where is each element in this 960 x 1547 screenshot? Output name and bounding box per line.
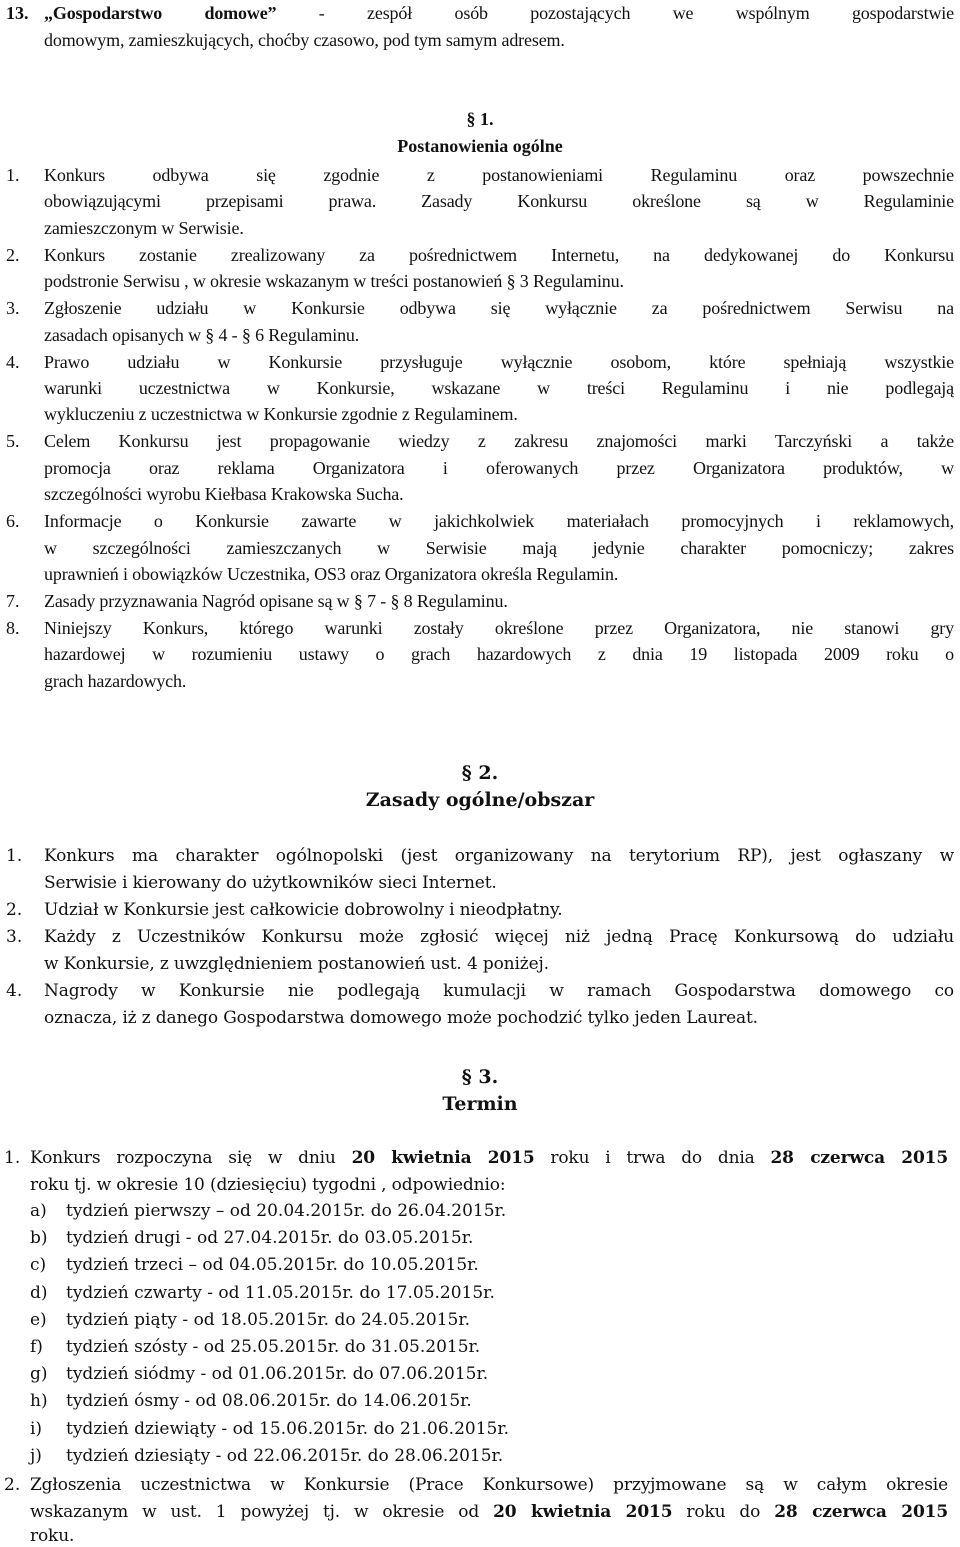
section-3-item-2-line: [0, 1499, 960, 1525]
item-number: 1.: [6, 165, 20, 185]
section-1-item-1: [0, 162, 960, 188]
item-text: grach hazardowych.: [44, 670, 187, 691]
item-text: Zasady przyznawania Nagród opisane są w § 7 - § 8 Regulaminu.: [44, 591, 508, 611]
item-text: Nagrody w Konkursie nie podlegają kumulacji w ramach Gospodarstwa domowego co: [44, 981, 954, 1002]
week-text: tydzień siódmy - od 01.06.2015r. do 07.06.2015r.: [66, 1364, 489, 1385]
section-1-item-5: [0, 428, 960, 454]
week-label: b): [30, 1228, 48, 1249]
definition-item-13: [0, 0, 960, 26]
week-item: [0, 1334, 960, 1360]
item-text: Niniejszy Konkurs, którego warunki zostały określone przez Organizatora, nie stanowi gry: [44, 618, 954, 638]
defined-term: „Gospodarstwo domowe”: [44, 3, 277, 23]
week-item: [0, 1388, 960, 1414]
week-text: tydzień trzeci – od 04.05.2015r. do 10.05.2015r.: [66, 1255, 479, 1276]
section-2-title: Zasady ogólne/obszar: [365, 789, 595, 811]
section-1-item-4: [0, 349, 960, 375]
item-text: hazardowej w rozumieniu ustawy o grach hazardowych z dnia 19 listopada 2009 roku o: [44, 644, 954, 665]
section-1-item-4-line: [0, 401, 960, 427]
section-3-item-2: [0, 1472, 960, 1498]
section-1-item-8-line: [0, 641, 960, 667]
item-text: w Konkursie, z uwzględnieniem postanowień ust. 4 poniżej.: [44, 954, 549, 974]
section-3-item-1: [0, 1145, 960, 1171]
item-text: wykluczeniu z uczestnictwa w Konkursie zgodnie z Regulaminem.: [44, 404, 518, 425]
end-date: 28 czerwca 2015: [774, 1502, 948, 1522]
section-1-item-1-line: [0, 188, 960, 214]
section-2-item-4: [0, 978, 960, 1004]
section-3-number: § 3.: [461, 1066, 499, 1088]
week-label: c): [30, 1255, 47, 1276]
item-text: roku tj. w okresie 10 (dziesięciu) tygodni , odpowiednio:: [30, 1175, 506, 1195]
section-3-item-1-line: [0, 1172, 960, 1198]
week-label: d): [30, 1282, 48, 1303]
section-1-item-1-line: [0, 215, 960, 241]
item-text: zamieszczonym w Serwisie.: [44, 217, 244, 238]
item-text: obowiązującymi przepisami prawa. Zasady Konkursu określone są w Regulaminie: [44, 191, 954, 212]
item-text: Celem Konkursu jest propagowanie wiedzy z zakresu znajomości marki Tarczyński a także: [44, 431, 954, 452]
week-text: tydzień piąty - od 18.05.2015r. do 24.05.2015r.: [66, 1309, 471, 1330]
section-1-item-3: [0, 295, 960, 321]
week-item: [0, 1416, 960, 1442]
item-text: oznacza, iż z danego Gospodarstwa domowego może pochodzić tylko jeden Laureat.: [44, 1008, 758, 1028]
week-text: tydzień pierwszy – od 20.04.2015r. do 26.04.2015r.: [66, 1201, 507, 1221]
section-1-number: § 1.: [466, 109, 494, 129]
item-text: zasadach opisanych w § 4 - § 6 Regulaminu.: [44, 324, 360, 345]
week-text: tydzień czwarty - od 11.05.2015r. do 17.05.2015r.: [66, 1282, 495, 1303]
item-number: 4.: [6, 351, 20, 372]
week-label: a): [30, 1201, 47, 1221]
item-text: Zgłoszenia uczestnictwa w Konkursie (Prace Konkursowe) przyjmowane są w całym okresie: [30, 1475, 948, 1495]
start-date: 20 kwietnia 2015: [351, 1148, 535, 1168]
item-number: 13.: [6, 3, 29, 23]
section-1-item-8-line: [0, 668, 960, 694]
item-number: 7.: [6, 591, 20, 611]
item-text: „Gospodarstwo domowe” - zespół osób pozostających we wspólnym gospodarstwie: [44, 3, 954, 23]
item-text: Konkurs rozpoczyna się w dniu 20 kwietnia 2015 roku i trwa do dnia 28 czerwca 2015: [30, 1148, 948, 1168]
start-date: 20 kwietnia 2015: [493, 1502, 673, 1522]
week-item: [0, 1280, 960, 1306]
week-item: [0, 1198, 960, 1224]
section-2-item-1-line: [0, 870, 960, 896]
item-number: 8.: [6, 618, 20, 638]
section-3-item-2-line: [0, 1526, 960, 1547]
week-label: e): [30, 1309, 47, 1330]
week-text: tydzień drugi - od 27.04.2015r. do 03.05.2015r.: [66, 1228, 474, 1249]
week-label: h): [30, 1391, 48, 1412]
item-text: Konkurs zostanie zrealizowany za pośrednictwem Internetu, na dedykowanej do Konkursu: [44, 244, 954, 265]
week-label: f): [30, 1337, 43, 1357]
item-text: Udział w Konkursie jest całkowicie dobrowolny i nieodpłatny.: [44, 900, 563, 920]
item-text: promocja oraz reklama Organizatora i oferowanych przez Organizatora produktów, w: [44, 457, 954, 478]
item-text: warunki uczestnictwa w Konkursie, wskazane w treści Regulaminu i nie podlegają: [44, 378, 954, 398]
item-text: Konkurs odbywa się zgodnie z postanowieniami Regulaminu oraz powszechnie: [44, 165, 954, 185]
section-2-item-1: [0, 843, 960, 869]
definition-item-13-line: [0, 27, 960, 53]
week-label: j): [30, 1445, 42, 1466]
section-2-item-4-line: [0, 1005, 960, 1031]
section-1-item-2-line: [0, 268, 960, 294]
week-item: [0, 1443, 960, 1469]
section-2-number: § 2.: [461, 762, 499, 784]
week-text: tydzień ósmy - od 08.06.2015r. do 14.06.2015r.: [66, 1391, 472, 1412]
section-1-item-6: [0, 508, 960, 534]
item-text: Prawo udziału w Konkursie przysługuje wyłącznie osobom, które spełniają wszystkie: [44, 351, 954, 372]
item-text: Serwisie i kierowany do użytkowników sieci Internet.: [44, 872, 497, 893]
item-text: domowym, zamieszkujących, choćby czasowo, pod tym samym adresem.: [44, 30, 565, 50]
section-1-item-5-line: [0, 455, 960, 481]
section-1-item-7: [0, 588, 960, 614]
week-text: tydzień dziesiąty - od 22.06.2015r. do 28.06.2015r.: [66, 1445, 504, 1466]
item-text: szczególności wyrobu Kiełbasa Krakowska Sucha.: [44, 484, 404, 505]
section-1-item-3-line: [0, 322, 960, 348]
item-text: w szczególności zamieszczanych w Serwisie mają jedynie charakter pomocniczy; zakres: [44, 537, 954, 558]
section-1-item-5-line: [0, 481, 960, 507]
item-number: 1.: [6, 846, 23, 866]
section-2-item-3: [0, 924, 960, 950]
week-item: [0, 1225, 960, 1251]
section-1-item-6-line: [0, 561, 960, 587]
week-text: tydzień dziewiąty - od 15.06.2015r. do 21.06.2015r.: [66, 1418, 510, 1439]
item-text: podstronie Serwisu , w okresie wskazanym w treści postanowień § 3 Regulaminu.: [44, 271, 624, 292]
item-number: 2.: [6, 244, 20, 265]
section-1-item-4-line: [0, 375, 960, 401]
item-number: 4.: [6, 981, 23, 1002]
item-text: Zgłoszenie udziału w Konkursie odbywa się wyłącznie za pośrednictwem Serwisu na: [44, 298, 954, 319]
section-3-title: Termin: [442, 1093, 518, 1115]
item-text: wskazanym w ust. 1 powyżej tj. w okresie od 20 kwietnia 2015 roku do 28 czerwca 2015: [30, 1502, 948, 1522]
item-number: 5.: [6, 431, 20, 452]
section-2-item-2: [0, 897, 960, 923]
section-1-item-8: [0, 615, 960, 641]
item-number: 2.: [6, 900, 23, 920]
section-1-item-2: [0, 242, 960, 268]
section-1-title: Postanowienia ogólne: [397, 136, 563, 156]
week-label: g): [30, 1364, 48, 1385]
section-2-item-3-line: [0, 951, 960, 977]
week-item: [0, 1307, 960, 1333]
item-text: roku.: [30, 1526, 75, 1546]
week-item: [0, 1252, 960, 1278]
end-date: 28 czerwca 2015: [770, 1148, 948, 1168]
item-number: 6.: [6, 511, 20, 532]
item-text: Informacje o Konkursie zawarte w jakichkolwiek materiałach promocyjnych i reklamowych,: [44, 511, 954, 532]
week-item: [0, 1361, 960, 1387]
item-number: 1.: [4, 1148, 21, 1168]
week-label: i): [30, 1418, 43, 1439]
item-text: Konkurs ma charakter ogólnopolski (jest organizowany na terytorium RP), jest ogłaszany w: [44, 846, 954, 866]
week-text: tydzień szósty - od 25.05.2015r. do 31.05.2015r.: [66, 1337, 481, 1357]
section-1-item-6-line: [0, 535, 960, 561]
item-number: 2.: [4, 1475, 21, 1495]
item-text: Każdy z Uczestników Konkursu może zgłosić więcej niż jedną Pracę Konkursową do udziału: [44, 927, 954, 948]
item-number: 3.: [6, 298, 20, 319]
item-number: 3.: [6, 927, 23, 948]
item-text: uprawnień i obowiązków Uczestnika, OS3 oraz Organizatora określa Regulamin.: [44, 564, 619, 584]
